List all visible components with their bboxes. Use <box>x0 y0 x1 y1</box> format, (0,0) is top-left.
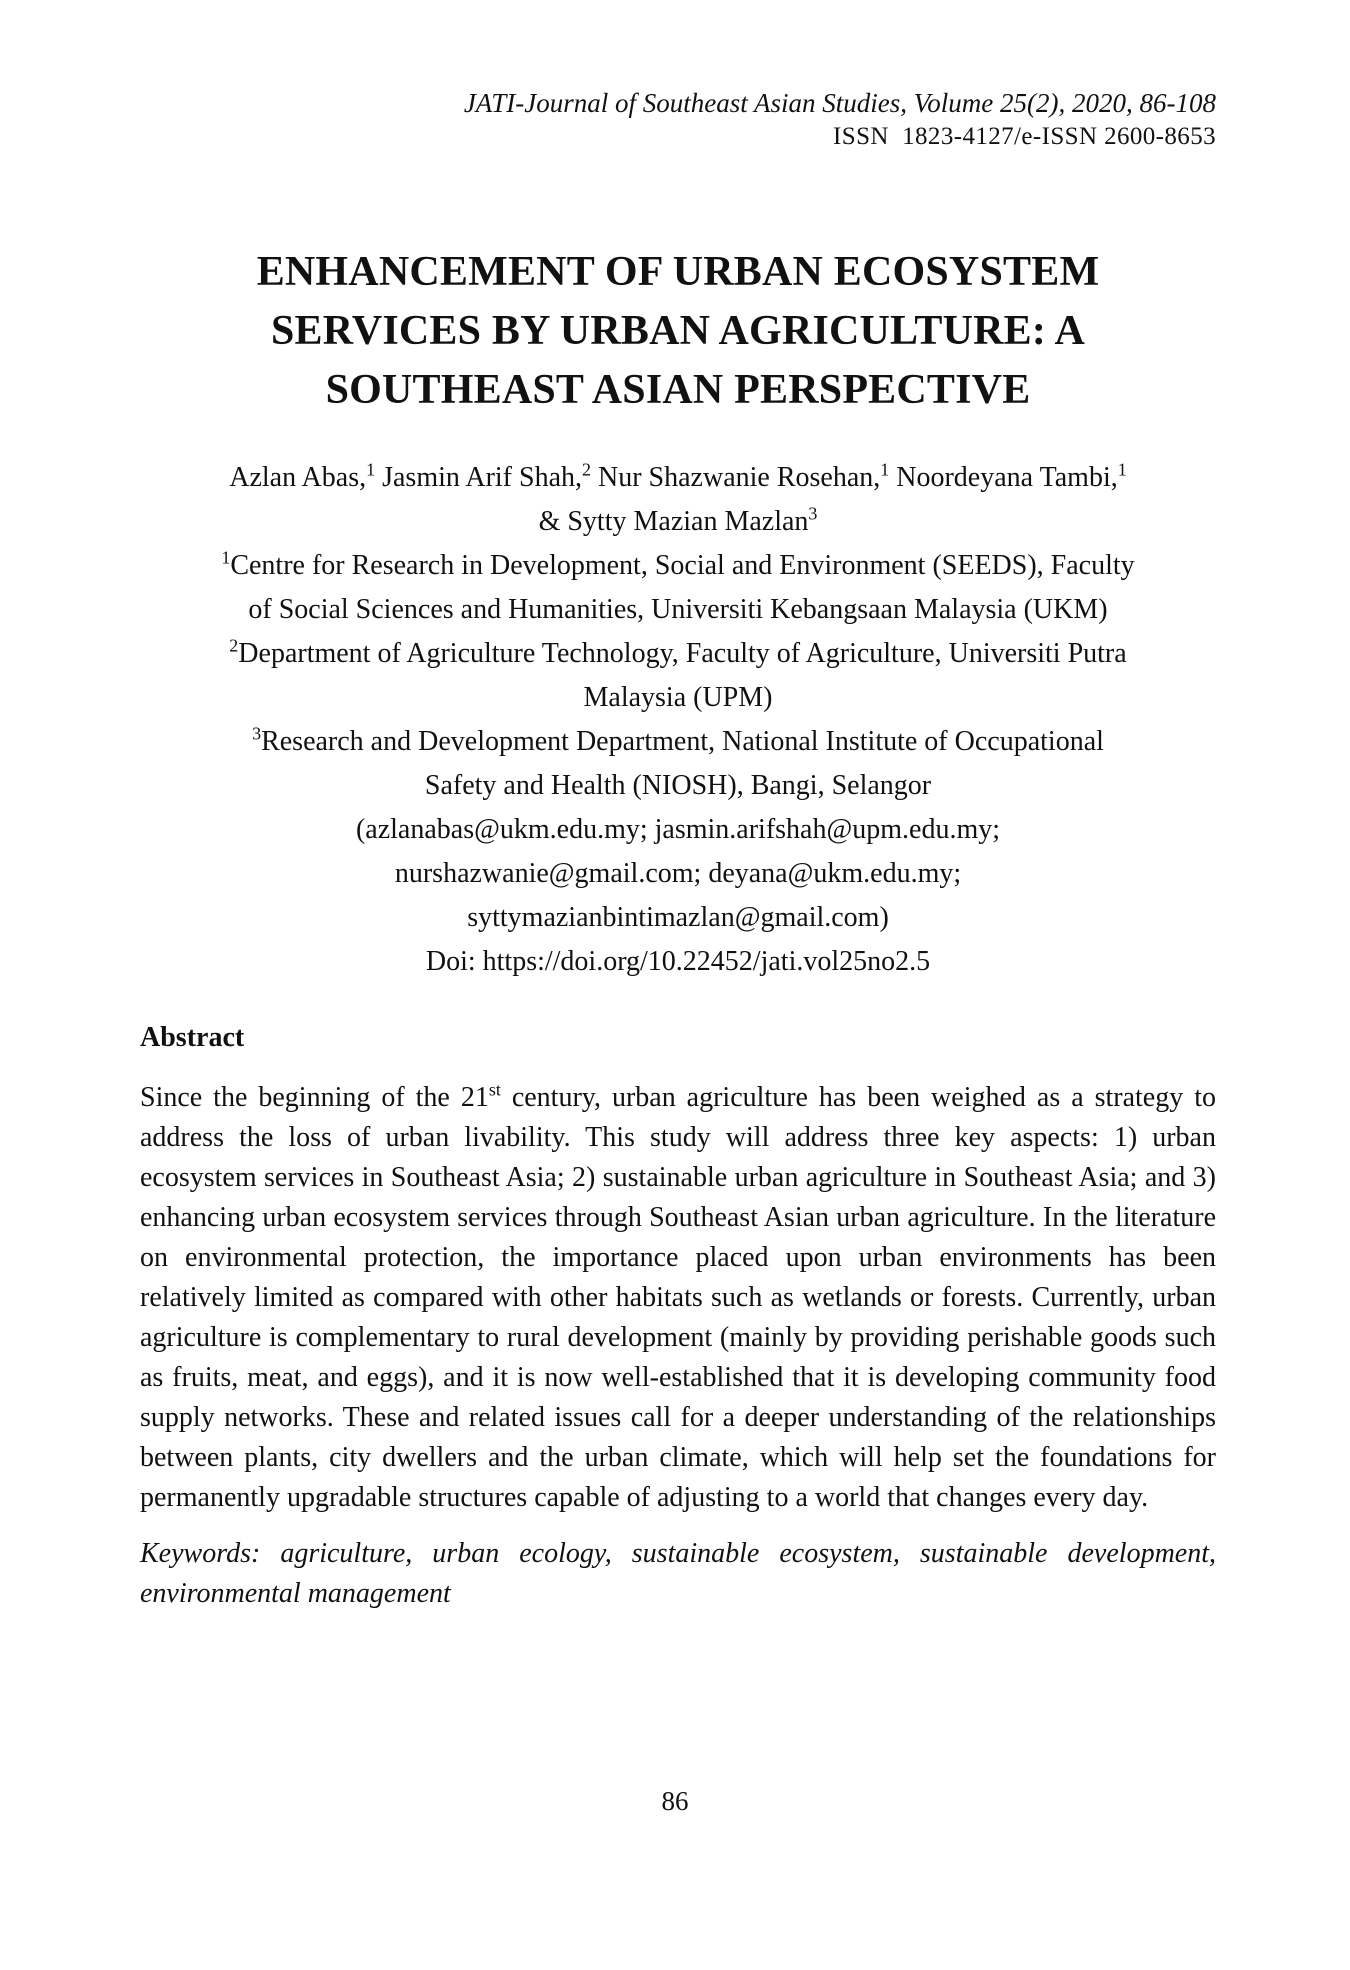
title-line-2: SERVICES BY URBAN AGRICULTURE: A <box>271 308 1085 354</box>
abstract-text-segment: century, urban agriculture has been weighed as a strategy to address the loss of urban livability. This study will address three key aspects: 1) urban ecosystem services in Southeast Asia; 2) sustainable urban agriculture in Southeast Asia; and 3) enhancing urban ecosystem services through Southeast Asian urban agriculture. In the literature on environmental protection, the importance placed upon urban environments has been relatively limited as compared with other habitats such as wetlands or forests. Currently, urban agriculture is complementary to rural development (mainly by providing perishable goods such as fruits, meat, and eggs), and it is now well-established that it is developing community food supply networks. These and related issues call for a deeper understanding of the relationships between plants, city dwellers and the urban climate, which will help set the foundations for permanently upgradable structures capable of adjusting to a world that changes every day. <box>140 1082 1216 1513</box>
affiliation-text: Department of Agriculture Technology, Faculty of Agriculture, Universiti Putra <box>238 638 1127 669</box>
article-title <box>140 243 1216 420</box>
authors-line-1 <box>140 456 1216 500</box>
author-name: Azlan Abas, <box>229 462 367 493</box>
affiliation-line <box>140 720 1216 764</box>
author-affiliation-ref: 1 <box>366 459 376 480</box>
page-header <box>140 86 1216 153</box>
email-text: nurshazwanie@gmail.com; deyana@ukm.edu.my; <box>394 858 962 889</box>
issn-line: ISSN 1823-4127/e-ISSN 2600-8653 <box>833 123 1216 150</box>
ordinal-superscript: st <box>488 1079 501 1100</box>
affiliation-text: of Social Sciences and Humanities, Universiti Kebangsaan Malaysia (UKM) <box>248 594 1108 625</box>
journal-citation: JATI-Journal of Southeast Asian Studies, Volume 25(2), 2020, 86-108 <box>463 88 1216 118</box>
doi-line <box>140 940 1216 984</box>
author-name: Noordeyana Tambi, <box>889 462 1118 493</box>
abstract-text <box>140 1078 1216 1518</box>
author-affiliation-ref: 2 <box>582 459 591 480</box>
affiliation-line <box>140 544 1216 588</box>
email-text: (azlanabas@ukm.edu.my; jasmin.arifshah@upm.edu.my; <box>355 814 1001 845</box>
title-line-1: ENHANCEMENT OF URBAN ECOSYSTEM <box>256 249 1100 295</box>
author-emails-line <box>140 808 1216 852</box>
affiliation-line <box>140 676 1216 720</box>
author-name: & Sytty Mazian Mazlan <box>538 506 809 537</box>
document-page <box>140 0 1216 1614</box>
keywords: Keywords: agriculture, urban ecology, sustainable ecosystem, sustainable development, environmental management <box>140 1538 1216 1609</box>
author-affiliation-ref: 1 <box>880 459 890 480</box>
authors-line-2 <box>140 500 1216 544</box>
author-affiliation-ref: 3 <box>808 503 818 524</box>
abstract-text-segment: Since the beginning of the 21 <box>140 1082 489 1113</box>
affiliation-ref: 1 <box>221 547 231 568</box>
authors-and-affiliations <box>140 456 1216 984</box>
author-name: Jasmin Arif Shah, <box>375 462 582 493</box>
affiliation-ref: 3 <box>252 723 262 744</box>
affiliation-text: Malaysia (UPM) <box>583 682 773 713</box>
affiliation-ref: 2 <box>229 635 239 656</box>
title-line-3: SOUTHEAST ASIAN PERSPECTIVE <box>325 367 1031 413</box>
abstract-heading: Abstract <box>140 1022 245 1053</box>
email-text: syttymazianbintimazlan@gmail.com) <box>467 902 889 933</box>
author-name: Nur Shazwanie Rosehan, <box>591 462 881 493</box>
affiliation-text: Centre for Research in Development, Social and Environment (SEEDS), Faculty <box>230 550 1135 581</box>
affiliation-line <box>140 632 1216 676</box>
affiliation-line <box>140 588 1216 632</box>
doi-text: Doi: https://doi.org/10.22452/jati.vol25no2.5 <box>425 946 931 977</box>
affiliation-text: Safety and Health (NIOSH), Bangi, Selangor <box>424 770 932 801</box>
author-emails-line <box>140 896 1216 940</box>
author-affiliation-ref: 1 <box>1117 459 1127 480</box>
affiliation-line <box>140 764 1216 808</box>
page-number: 86 <box>661 1786 689 1816</box>
author-emails-line <box>140 852 1216 896</box>
affiliation-text: Research and Development Department, National Institute of Occupational <box>261 726 1104 757</box>
